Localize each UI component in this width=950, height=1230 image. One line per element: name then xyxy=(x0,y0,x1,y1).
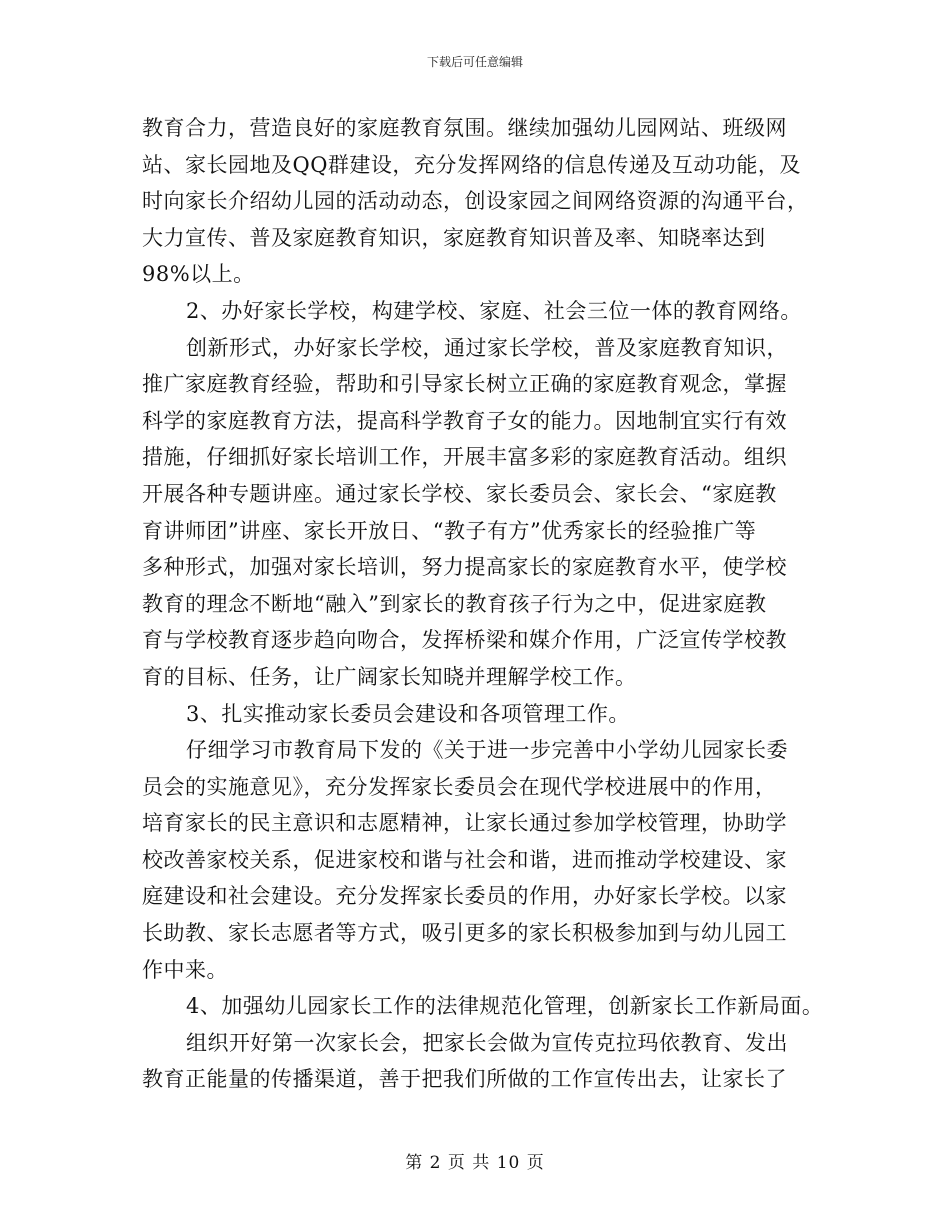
paragraph-start: 创新形式，办好家长学校，通过家长学校，普及家庭教育知识， xyxy=(186,335,788,360)
document-body xyxy=(142,110,832,1098)
paragraph-start: 仔细学习市教育局下发的《关于进一步完善中小学幼儿园家长委 xyxy=(186,738,788,763)
text-line: 多种形式，加强对家长培训，努力提高家长的家庭教育水平，使学校 xyxy=(142,555,787,580)
text-line: 作中来。 xyxy=(142,957,228,982)
text-line: 98%以上。 xyxy=(142,262,255,287)
text-line: 站、家长园地及QQ群建设，充分发挥网络的信息传递及互动功能，及 xyxy=(142,152,801,177)
section-heading: 4、加强幼儿园家长工作的法律规范化管理，创新家长工作新局面。 xyxy=(186,994,824,1019)
text-line: 长助教、家长志愿者等方式，吸引更多的家长积极参加到与幼儿园工 xyxy=(142,921,787,946)
text-line: 育讲师团”讲座、家长开放日、“教子有方”优秀家长的经验推广等 xyxy=(142,518,757,543)
text-line: 科学的家庭教育方法，提高科学教育子女的能力。因地制宜实行有效 xyxy=(142,408,787,433)
text-line: 校改善家校关系，促进家校和谐与社会和谐，进而推动学校建设、家 xyxy=(142,847,787,872)
section-heading: 3、扎实推动家长委员会建设和各项管理工作。 xyxy=(186,701,630,726)
text-line: 员会的实施意见》，充分发挥家长委员会在现代学校进展中的作用， xyxy=(142,774,777,799)
text-line: 教育正能量的传播渠道，善于把我们所做的工作宣传出去，让家长了 xyxy=(142,1067,787,1092)
text-line: 育与学校教育逐步趋向吻合，发挥桥梁和媒介作用，广泛宣传学校教 xyxy=(142,628,787,653)
page-number: 第 2 页 共 10 页 xyxy=(405,1153,545,1173)
text-line: 育的目标、任务，让广阔家长知晓并理解学校工作。 xyxy=(142,664,637,689)
text-line: 教育的理念不断地“融入”到家长的教育孩子行为之中，促进家庭教 xyxy=(142,591,767,616)
text-line: 教育合力，营造良好的家庭教育氛围。继续加强幼儿园网站、班级网 xyxy=(142,116,787,140)
text-line: 时向家长介绍幼儿园的活动动态，创设家园之间网络资源的沟通平台， xyxy=(142,189,809,214)
text-line: 大力宣传、普及家庭教育知识，家庭教育知识普及率、知晓率达到 xyxy=(142,225,766,250)
text-line: 推广家庭教育经验，帮助和引导家长树立正确的家庭教育观念，掌握 xyxy=(142,372,787,397)
text-line: 开展各种专题讲座。通过家长学校、家长委员会、家长会、“家庭教 xyxy=(142,481,777,506)
text-line: 措施，仔细抓好家长培训工作，开展丰富多彩的家庭教育活动。组织 xyxy=(142,445,787,470)
page-header: 下载后可任意编辑 xyxy=(426,55,523,69)
text-line: 培育家长的民主意识和志愿精神，让家长通过参加学校管理，协助学 xyxy=(142,811,787,836)
text-line: 庭建设和社会建设。充分发挥家长委员的作用，办好家长学校。以家 xyxy=(142,884,787,909)
section-heading: 2、办好家长学校，构建学校、家庭、社会三位一体的教育网络。 xyxy=(186,298,802,323)
paragraph-start: 组织开好第一次家长会，把家长会做为宣传克拉玛依教育、发出 xyxy=(186,1030,788,1055)
